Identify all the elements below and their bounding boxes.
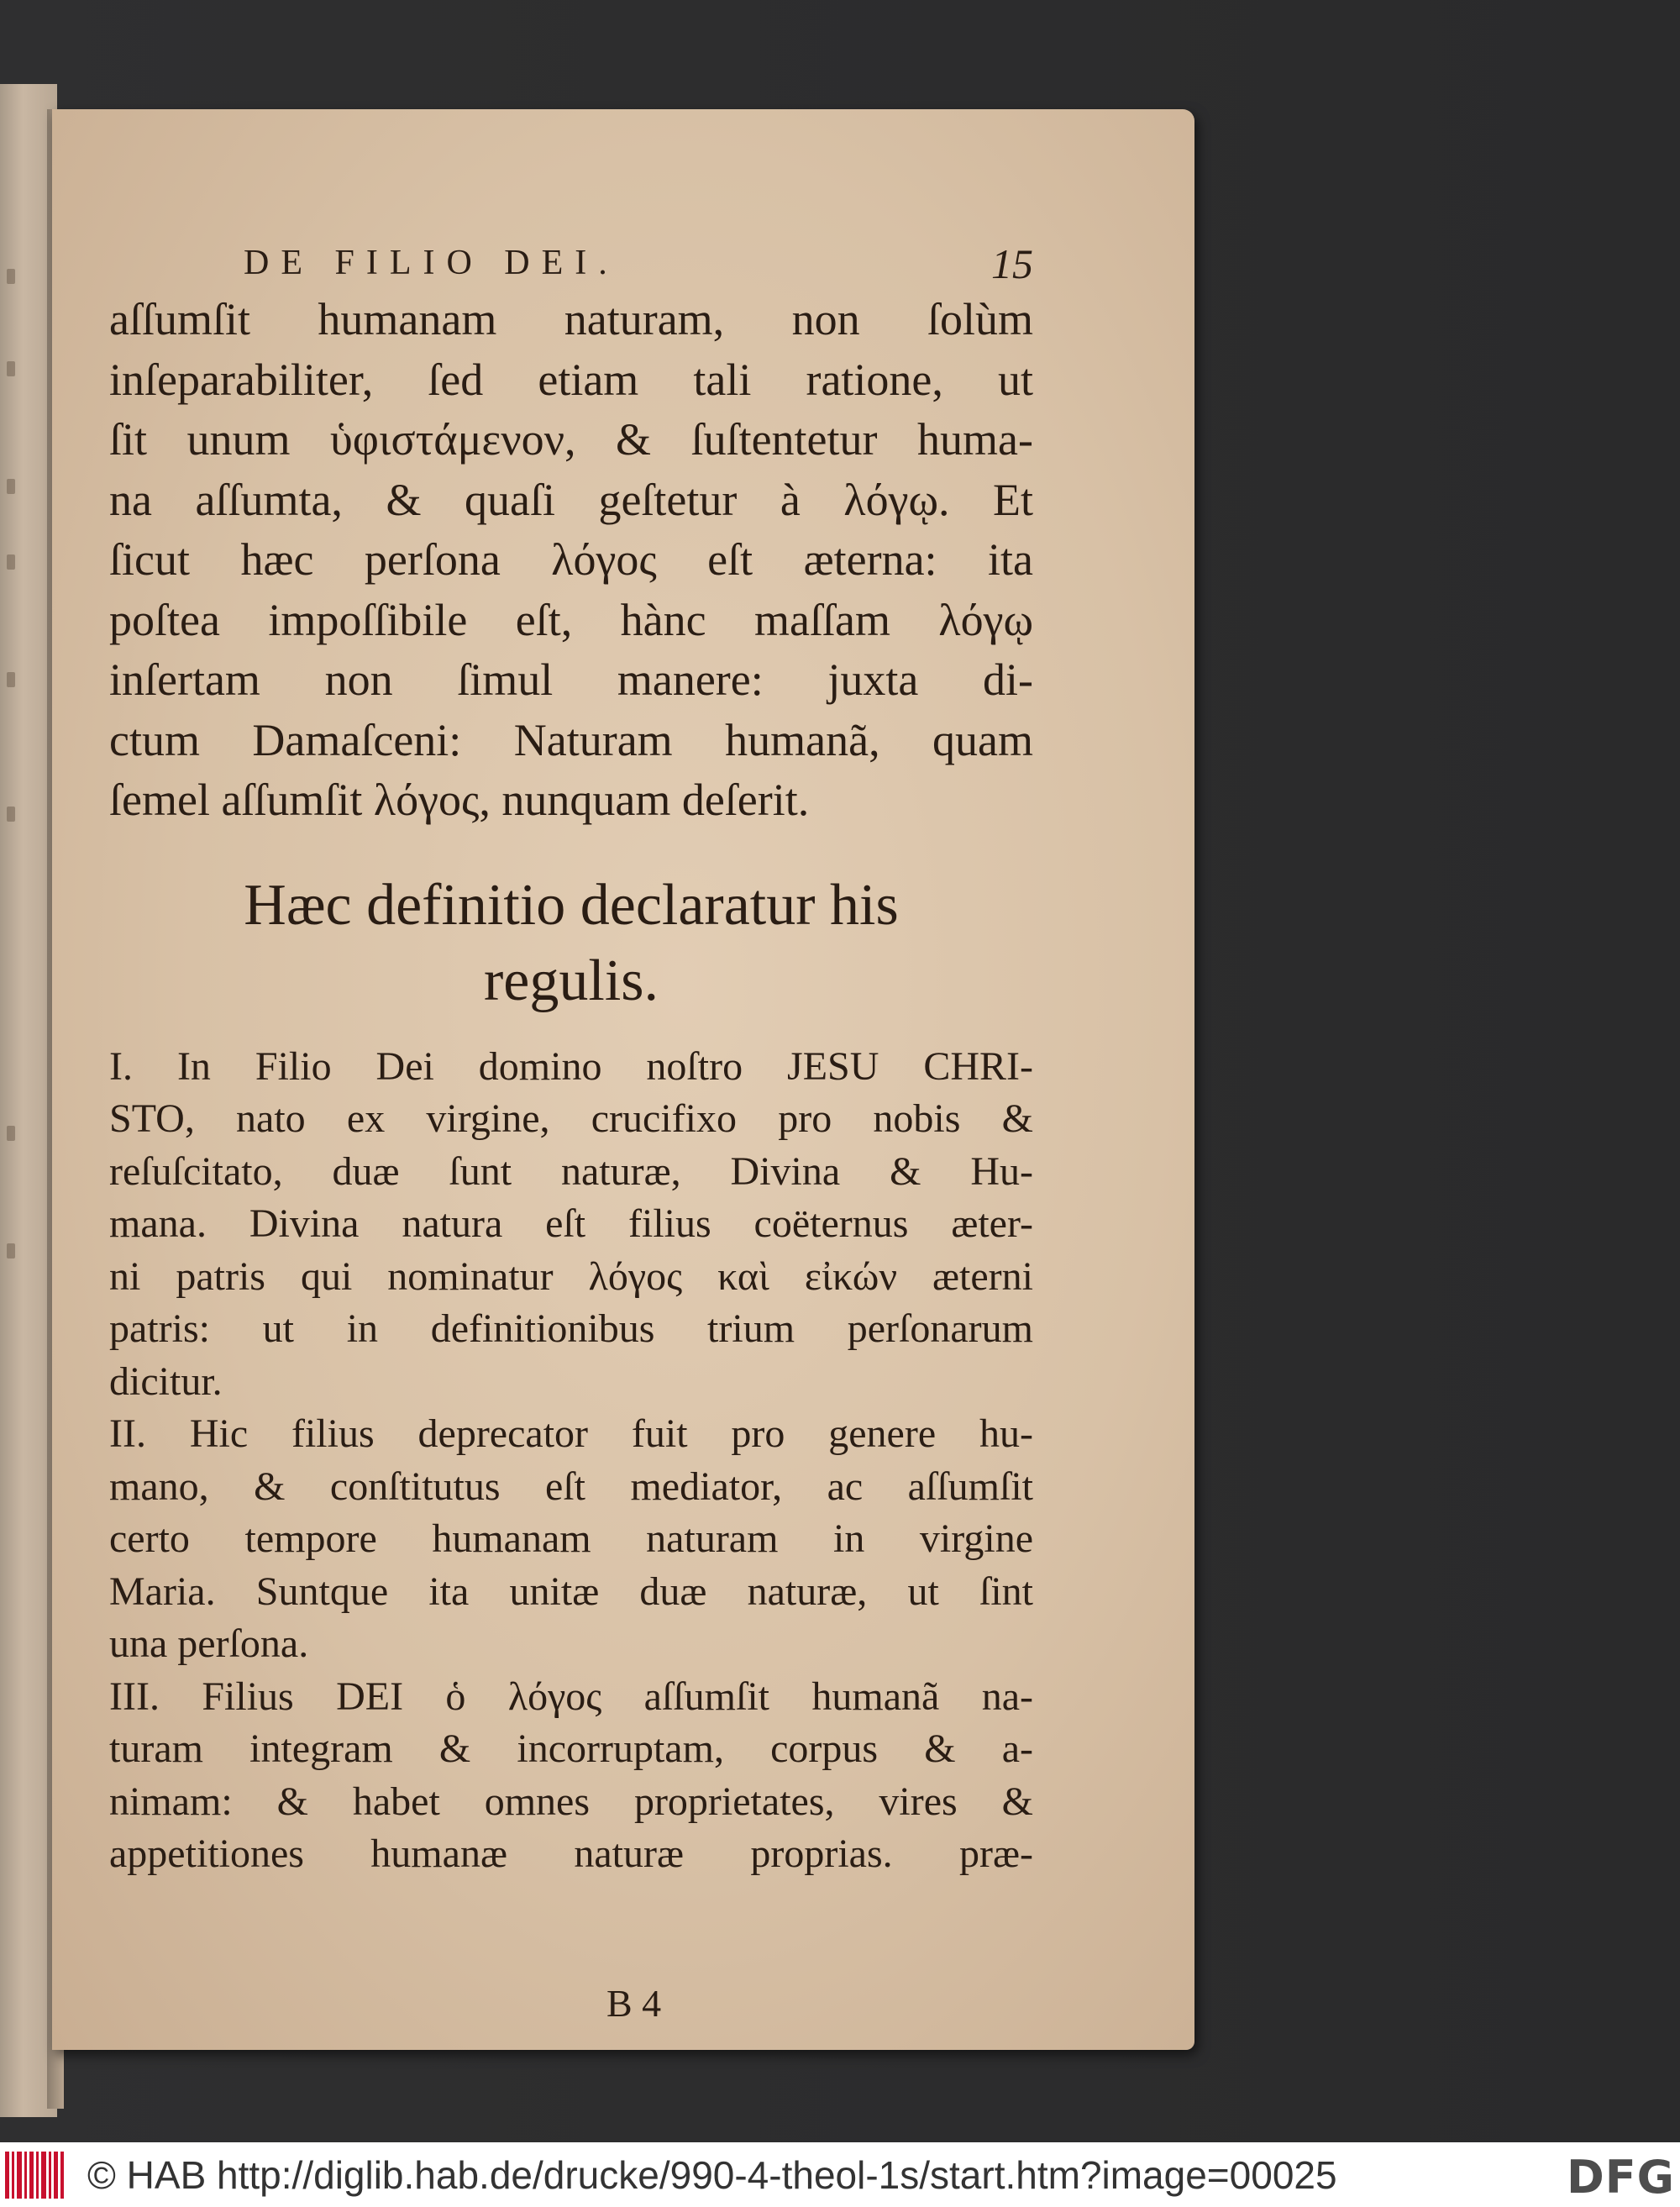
rule-line: certo tempore humanam naturam in virgine [109,1516,1033,1561]
text-line: aſſumſit humanam naturam, non ſolùm [109,294,1033,344]
text-line: ſemel aſſumſit λόγος, nunquam deſerit. [109,775,810,825]
edge-mark [7,554,15,570]
rule-line: Maria. Suntque ita unitæ duæ naturæ, ut ſint [109,1569,1033,1614]
rule-line: II. Hic filius deprecator fuit pro genere hu- [109,1411,1033,1456]
edge-mark [7,1243,15,1259]
heading-line: Hæc definitio declaratur his [244,872,899,938]
rule-line: ni patris qui nominatur λόγος καὶ εἰκών æterni [109,1253,1033,1299]
edge-mark [7,479,15,494]
rule-line: patris: ut in definitionibus trium perſonarum [109,1306,1033,1351]
heading-line: regulis. [483,948,659,1013]
rule-line: appetitiones humanæ naturæ proprias. præ- [109,1831,1033,1876]
rule-line: una perſona. [109,1621,309,1666]
edge-mark [7,672,15,687]
edge-mark [7,269,15,284]
edge-mark [7,361,15,376]
body-paragraph [109,290,1033,831]
text-line: poſtea impoſſibile eſt, hànc maſſam λόγῳ [109,594,1033,645]
text-line: ſicut hæc perſona λόγος eſt æterna: ita [109,534,1033,585]
running-head [109,239,1033,290]
edge-mark [7,1126,15,1141]
footer-bar [0,2142,1680,2207]
rules-list [109,1041,1033,1881]
page-text-block [109,239,1033,1881]
rule-line: mana. Divina natura eſt filius coëternus æter- [109,1201,1033,1246]
section-heading [109,868,1033,1019]
text-line: ctum Damaſceni: Naturam humanã, quam [109,714,1033,765]
footer-credit-link[interactable]: © HAB http://diglib.hab.de/drucke/990-4-theol-1s/start.htm?image=00025 [87,2152,1337,2197]
rule-line: nimam: & habet omnes proprietates, vires & [109,1779,1033,1824]
rule-line: reſuſcitato, duæ ſunt naturæ, Divina & Hu- [109,1148,1033,1194]
rule-line: III. Filius DEI ὁ λόγος aſſumſit humanã na- [109,1674,1033,1719]
rule-line: STO, nato ex virgine, crucifixo pro nobis & [109,1096,1033,1141]
text-line: ſit unum ὑφιστάμενον, & ſuſtentetur huma- [109,414,1033,465]
text-line: na aſſumta, & quaſi geſtetur à λόγῳ. Et [109,474,1033,525]
book-page [52,109,1194,2050]
signature-mark: B 4 [606,1982,662,2025]
dfg-logo: DFG [1566,2151,1675,2204]
text-line: inſeparabiliter, ſed etiam tali ratione, ut [109,354,1033,405]
rule-line: dicitur. [109,1358,223,1404]
text-line: inſertam non ſimul manere: juxta di- [109,654,1033,705]
edge-mark [7,807,15,822]
barcode-icon [5,2152,67,2199]
running-head-title: DE FILIO DEI. [244,244,619,282]
rule-line: mano, & conſtitutus eſt mediator, ac aſſumſit [109,1463,1033,1509]
rule-line: I. In Filio Dei domino noſtro JESU CHRI- [109,1043,1033,1089]
page-number: 15 [991,240,1033,287]
rule-line: turam integram & incorruptam, corpus & a- [109,1726,1033,1771]
